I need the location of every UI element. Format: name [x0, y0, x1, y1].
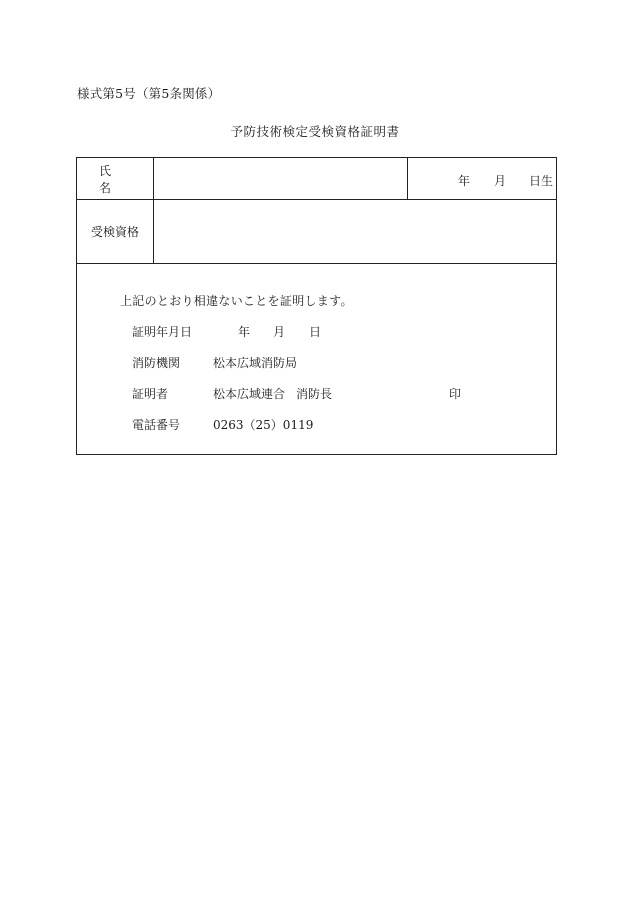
name-label: 氏名 [77, 158, 154, 199]
phone-value: 0263（25）0119 [213, 418, 314, 432]
qualification-row [77, 200, 556, 264]
seal-mark: 印 [449, 387, 462, 401]
qualification-label: 受検資格 [77, 200, 154, 263]
certification-section [77, 264, 556, 454]
phone-label: 電話番号 [132, 418, 181, 432]
qualification-field[interactable] [154, 200, 556, 263]
agency-label: 消防機関 [132, 356, 181, 370]
certification-statement: 上記のとおり相違ないことを証明します。 [120, 294, 353, 308]
certification-date-year: 年 [238, 325, 251, 339]
form-number: 様式第5号（第5条関係） [77, 86, 221, 101]
name-row [77, 158, 556, 200]
name-field[interactable] [154, 158, 408, 199]
certifier-label: 証明者 [132, 387, 169, 401]
birth-date-field[interactable] [408, 158, 556, 199]
agency-value: 松本広域消防局 [213, 356, 298, 370]
certification-date-label: 証明年月日 [132, 325, 193, 339]
certifier-organization: 松本広域連合 [213, 387, 286, 401]
birth-year-label: 年 [458, 174, 471, 188]
certificate-form-table [76, 157, 557, 455]
birth-day-label: 日生 [529, 174, 554, 188]
certification-date-month: 月 [273, 325, 286, 339]
document-title: 予防技術検定受検資格証明書 [230, 124, 400, 139]
certifier-title: 消防長 [296, 387, 333, 401]
birth-month-label: 月 [494, 174, 507, 188]
certification-date-day: 日 [309, 325, 322, 339]
